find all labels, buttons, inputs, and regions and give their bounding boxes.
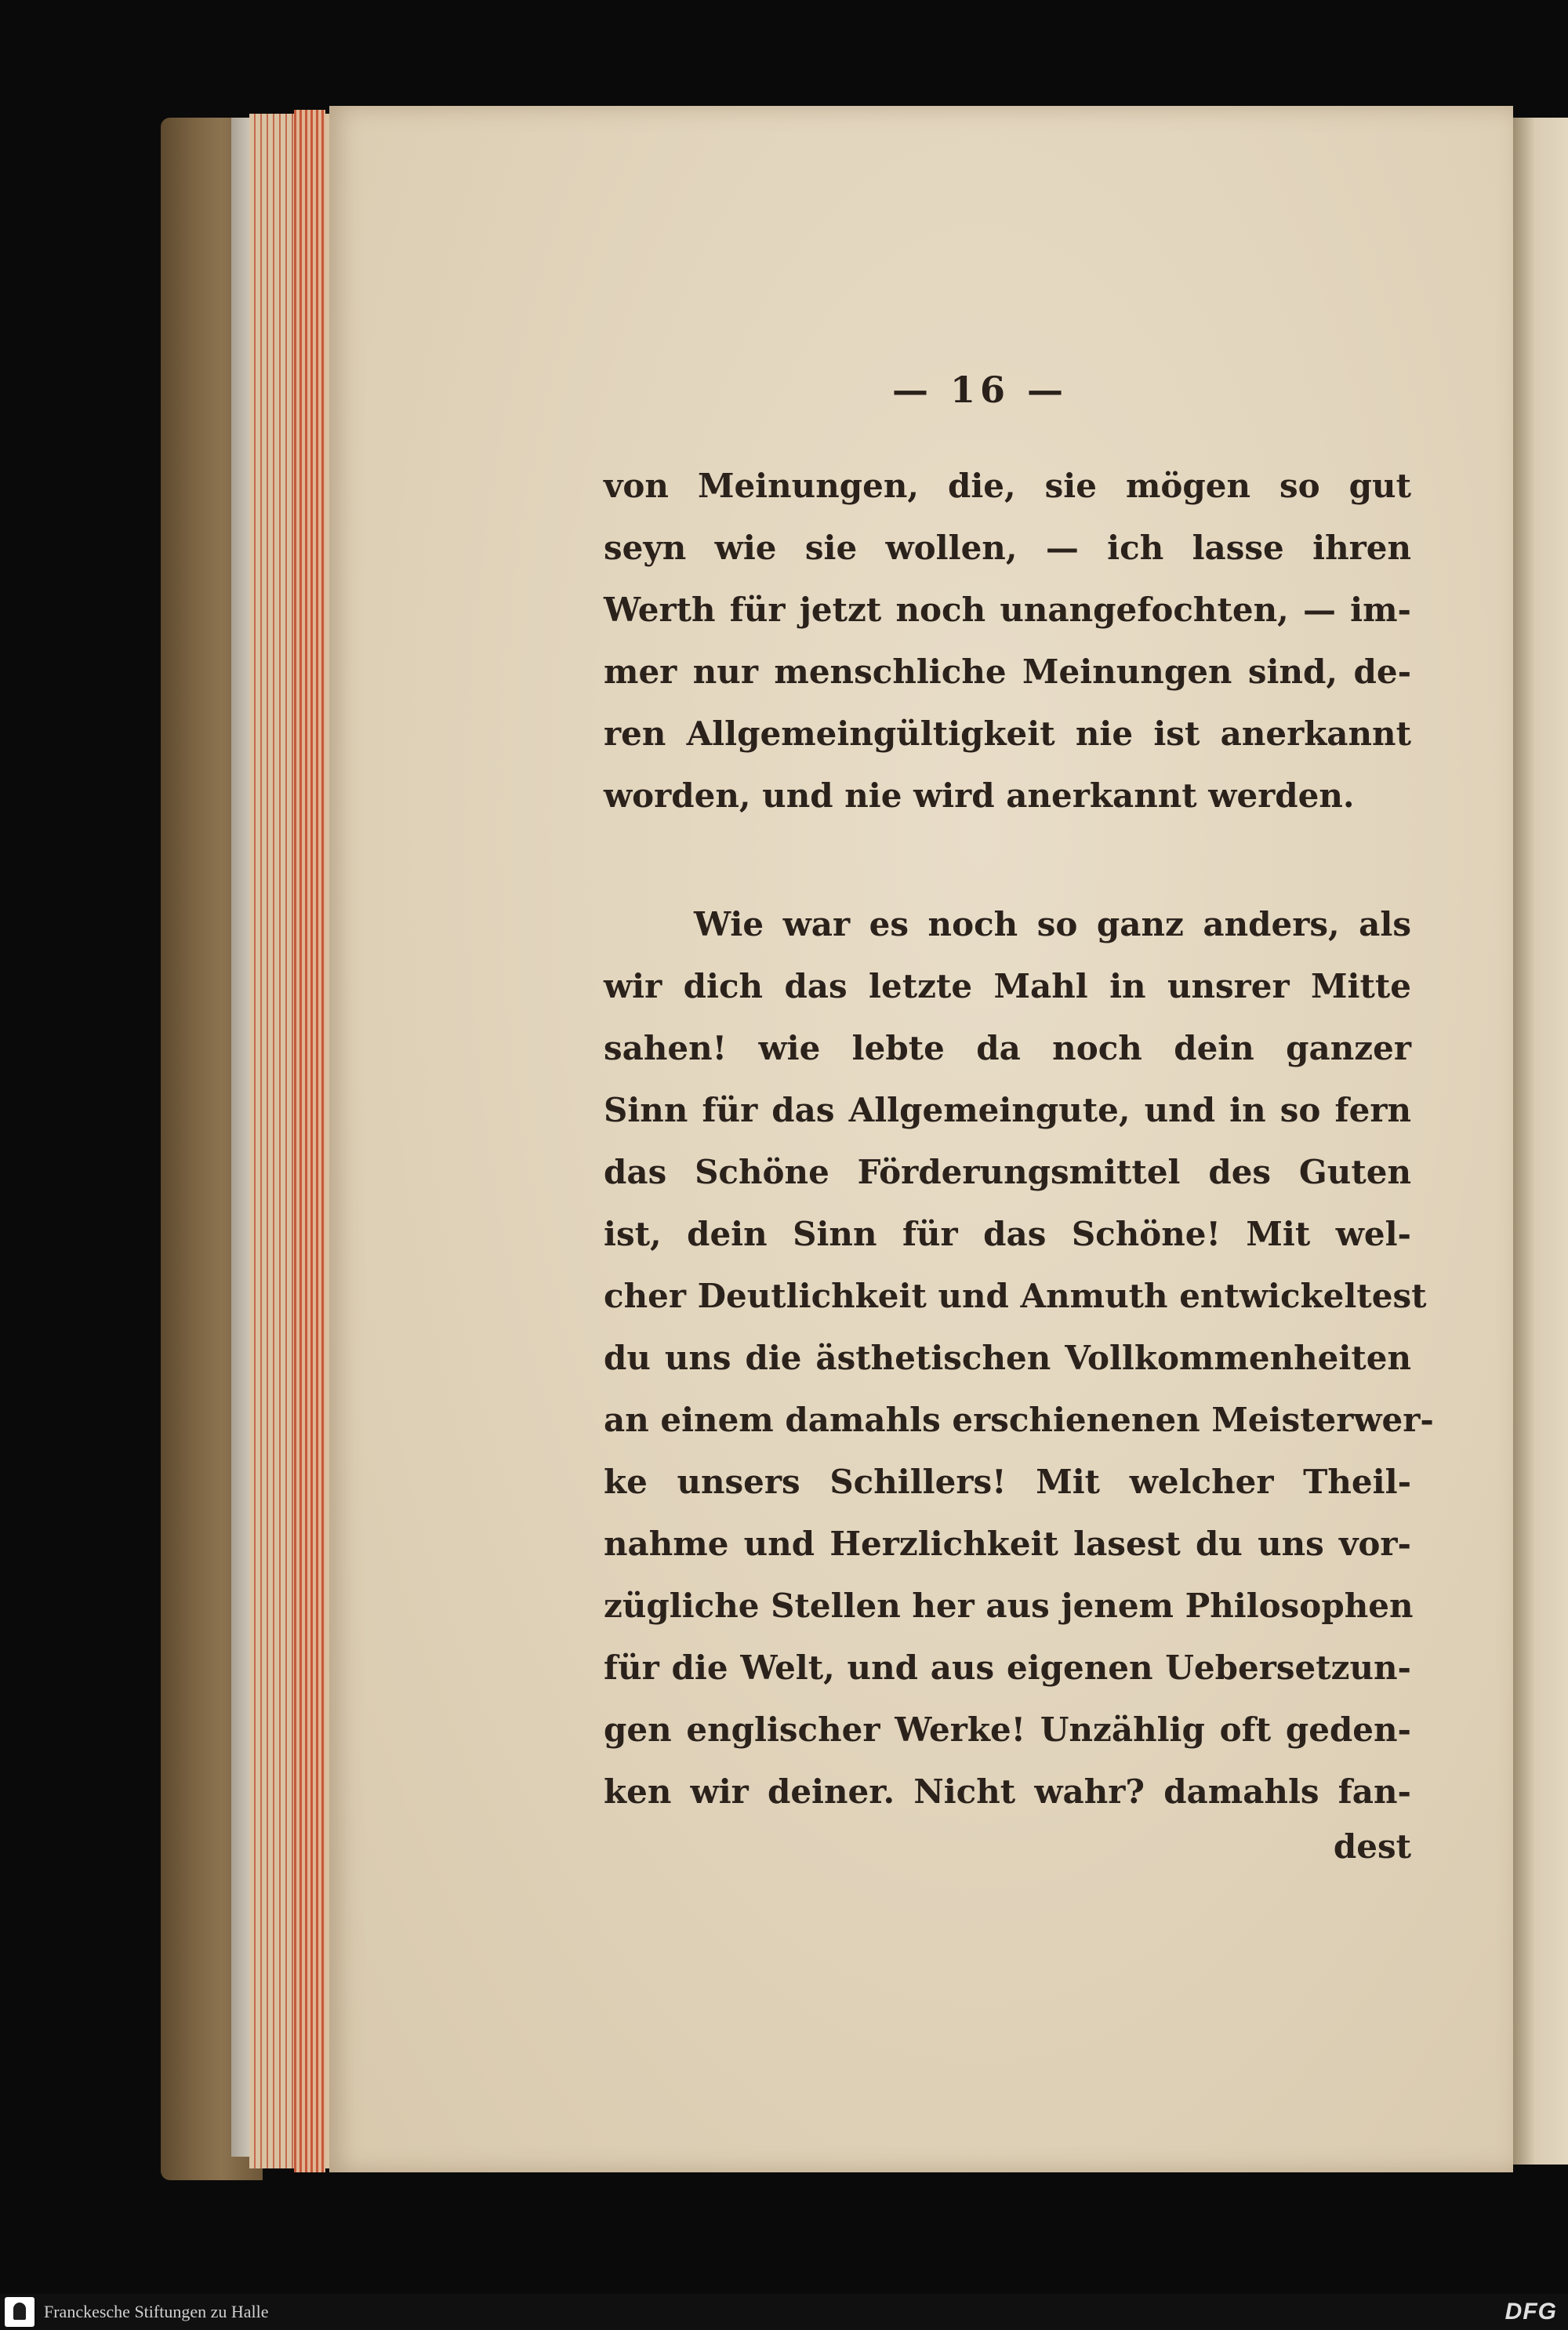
viewer-footer — [0, 2294, 1568, 2330]
text-line: nahme und Herzlichkeit lasest du uns vor- — [604, 1525, 1411, 1563]
text-line: das Schöne Förderungsmittel des Guten — [604, 1153, 1411, 1191]
text-line: an einem damahls erschienenen Meisterwer- — [604, 1401, 1434, 1439]
text-line: ist, dein Sinn für das Schöne! Mit wel- — [604, 1215, 1411, 1253]
text-line: gen englischer Werke! Unzählig oft geden- — [604, 1710, 1411, 1749]
catchword: dest — [1333, 1827, 1411, 1866]
text-line: zügliche Stellen her aus jenem Philosophen — [604, 1587, 1414, 1625]
text-line: mer nur menschliche Meinungen sind, de- — [604, 652, 1411, 691]
text-line: Sinn für das Allgemeingute, und in so fern — [604, 1091, 1411, 1129]
text-line: sahen! wie lebte da noch dein ganzer — [604, 1029, 1411, 1067]
dfg-logo[interactable]: DFG — [1504, 2299, 1557, 2325]
page-text — [604, 455, 1434, 1823]
text-line: seyn wie sie wollen, — ich lasse ihren — [604, 529, 1411, 567]
institution-name[interactable]: Franckesche Stiftungen zu Halle — [44, 2302, 269, 2321]
text-line: du uns die ästhetischen Vollkommenheiten — [604, 1339, 1411, 1377]
text-line: Wie war es noch so ganz anders, als — [694, 905, 1411, 943]
page-stack-red-edge — [294, 110, 325, 2172]
text-line: von Meinungen, die, sie mögen so gut — [604, 467, 1411, 505]
text-line: Werth für jetzt noch unangefochten, — im- — [604, 591, 1411, 629]
facing-page — [1513, 118, 1568, 2165]
text-line: cher Deutlichkeit und Anmuth entwickeltest — [604, 1277, 1427, 1315]
text-line: ken wir deiner. Nicht wahr? damahls fan- — [604, 1772, 1411, 1811]
text-line: für die Welt, und aus eigenen Uebersetzun- — [604, 1648, 1411, 1687]
text-line: wir dich das letzte Mahl in unsrer Mitte — [604, 967, 1411, 1005]
text-line: ke unsers Schillers! Mit welcher Theil- — [604, 1463, 1411, 1501]
paragraph-gap — [604, 827, 1411, 893]
text-line: ren Allgemeingültigkeit nie ist anerkannt — [604, 714, 1411, 753]
text-line: worden, und nie wird anerkannt werden. — [604, 776, 1355, 815]
page-number: — 16 — — [891, 369, 1069, 411]
institution-logo-icon[interactable] — [5, 2297, 34, 2327]
